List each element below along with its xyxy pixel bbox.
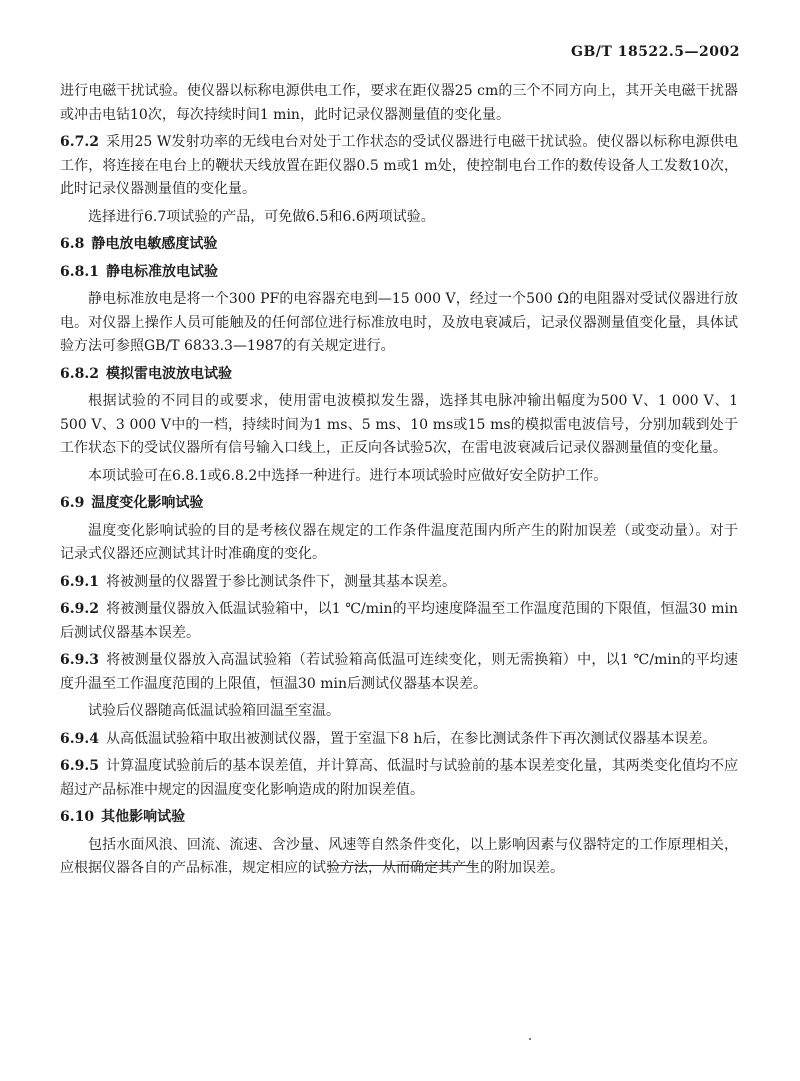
paragraph: 本项试验可在6.8.1或6.8.2中选择一种进行。进行本项试验时应做好安全防护工作。	[88, 467, 608, 484]
clause-6-9-2: 6.9.2 将被测量仪器放入低温试验箱中，以1 ℃/min的平均速度降温至工作温度范围的下限值，恒温30 min后测试仪器基本误差。	[60, 601, 738, 641]
paragraph: 试验后仪器随高低温试验箱回温至室温。	[88, 703, 340, 719]
paragraph: 静电标准放电是将一个300 PF的电容器充电到—15 000 V，经过一个500 Ω的电阻器对受试仪器进行放电。对仪器上操作人员可能触及的任何部位进行标准放电时，及放电衰减后，记录仪器测量值变化量，具体试验方法可参照GB/T 6833.3—1987的有关规定进行。	[60, 291, 738, 354]
heading-6-8-1: 6.8.1 静电标准放电试验	[60, 263, 218, 280]
heading-6-10: 6.10 其他影响试验	[60, 809, 186, 825]
clause-6-9-4: 6.9.4 从高低温试验箱中取出被测试仪器，置于室温下8 h后，在参比测试条件下再次测试仪器基本误差。	[60, 730, 717, 747]
paragraph: 选择进行6.7项试验的产品，可免做6.5和6.6两项试验。	[88, 208, 435, 225]
clause-6-9-3: 6.9.3 将被测量仪器放入高温试验箱（若试验箱高低温可连续变化，则无需换箱）中，以1 ℃/min的平均速度升温至工作温度范围的上限值，恒温30 min后测试仪器基本误差。	[60, 652, 738, 692]
end-rule	[328, 865, 478, 866]
paragraph: 温度变化影响试验的目的是考核仪器在规定的工作条件温度范围内所产生的附加误差（或变动量）。对于记录式仪器还应测试其计时准确度的变化。	[60, 522, 738, 562]
heading-6-8-2: 6.8.2 模拟雷电波放电试验	[60, 365, 232, 382]
standard-number: GB/T 18522.5—2002	[571, 44, 740, 60]
paragraph: 包括水面风浪、回流、流速、含沙量、风速等自然条件变化，以上影响因素与仪器特定的工作原理相关，应根据仪器各自的产品标准，规定相应的试验方法，从而确定其产生的附加误差。	[60, 836, 738, 876]
heading-6-8: 6.8 静电放电敏感度试验	[60, 236, 218, 252]
clause-6-7-2: 6.7.2 采用25 W发射功率的无线电台对处于工作状态的受试仪器进行电磁干扰试验。使仪器以标称电源供电工作，将连接在电台上的鞭状天线放置在距仪器0.5 m或1 m处，使控制电台工作的数传设备人工发数10次，此时记录仪器测量值的变化量。	[60, 134, 738, 197]
heading-6-9: 6.9 温度变化影响试验	[60, 495, 204, 511]
paragraph: 根据试验的不同目的或要求，使用雷电波模拟发生器，选择其电脉冲输出幅度为500 V、1 000 V、1 500 V、3 000 V中的一档，持续时间为1 ms、5 ms、10 ms或15 ms的模拟雷电波信号，分别加载到处于工作状态下的受试仪器所有信号输入口线上，正反向各试验5次，在雷电波衰减后记录仪器测量值的变化量。	[60, 393, 738, 456]
paragraph-continuation: 进行电磁干扰试验。使仪器以标称电源供电工作，要求在距仪器25 cm的三个不同方向上，其开关电磁干扰器或冲击电钻10次，每次持续时间1 min，此时记录仪器测量值的变化量。	[60, 83, 738, 123]
document-body	[60, 80, 738, 885]
clause-6-9-1: 6.9.1 将被测量的仪器置于参比测试条件下，测量其基本误差。	[60, 573, 456, 590]
page-speck	[529, 1038, 531, 1040]
clause-6-9-5: 6.9.5 计算温度试验前后的基本误差值，并计算高、低温时与试验前的基本误差变化量，其两类变化值均不应超过产品标准中规定的因温度变化影响造成的附加误差值。	[60, 758, 738, 798]
